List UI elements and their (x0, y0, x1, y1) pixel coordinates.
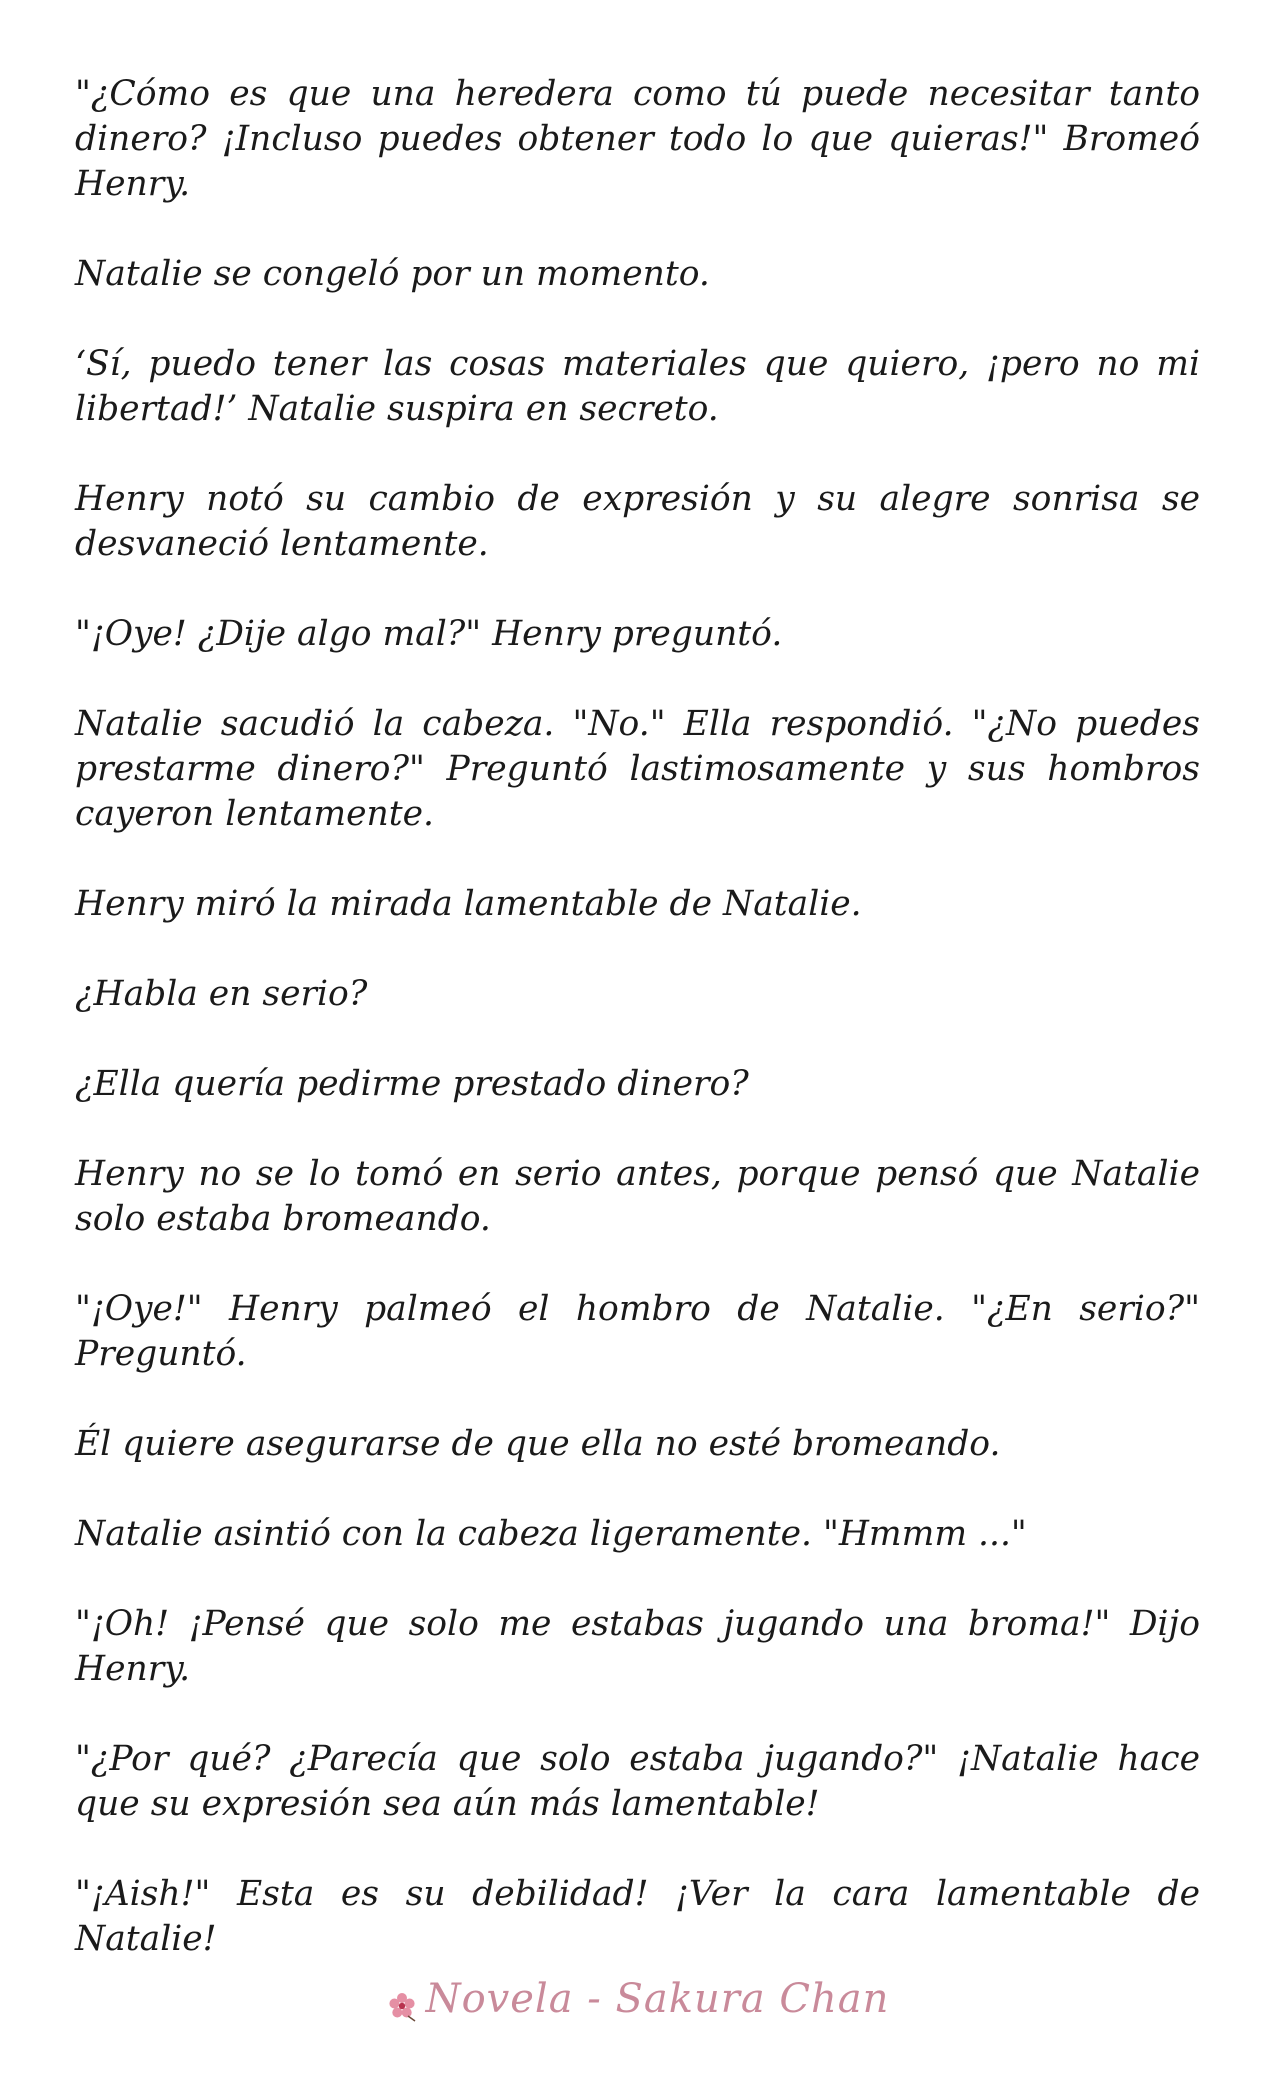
paragraph: "¡Oye! ¿Dije algo mal?" Henry preguntó. (75, 614, 783, 654)
paragraph: Natalie sacudió la cabeza. "No." Ella respondió. "¿No puedes prestarme dinero?" Preguntó lastimosamente y sus hombros cayeron lentamente. (75, 704, 1200, 834)
paragraph: "¡Oye!" Henry palmeó el hombro de Natalie. "¿En serio?" Preguntó. (75, 1289, 1200, 1374)
paragraph: "¡Oh! ¡Pensé que solo me estabas jugando una broma!" Dijo Henry. (75, 1604, 1200, 1689)
watermark (0, 1976, 1275, 2022)
paragraph: Natalie se congeló por un momento. (75, 254, 710, 294)
sakura-flower-icon (386, 1986, 418, 2018)
paragraph: ‘Sí, puedo tener las cosas materiales que quiero, ¡pero no mi libertad!’ Natalie suspira en secreto. (75, 344, 1200, 429)
paragraph: Henry no se lo tomó en serio antes, porque pensó que Natalie solo estaba bromeando. (75, 1154, 1200, 1239)
story-text (75, 72, 1200, 2007)
paragraph: ¿Habla en serio? (75, 974, 368, 1014)
paragraph: Natalie asintió con la cabeza ligeramente. "Hmmm ..." (75, 1514, 1027, 1554)
paragraph: Él quiere asegurarse de que ella no esté bromeando. (75, 1424, 1001, 1464)
paragraph: Henry miró la mirada lamentable de Natalie. (75, 884, 862, 924)
paragraph: Henry notó su cambio de expresión y su alegre sonrisa se desvaneció lentamente. (75, 479, 1200, 564)
paragraph: "¿Cómo es que una heredera como tú puede necesitar tanto dinero? ¡Incluso puedes obtener todo lo que quieras!" Bromeó Henry. (75, 74, 1200, 204)
paragraph: "¡Aish!" Esta es su debilidad! ¡Ver la cara lamentable de Natalie! (75, 1874, 1200, 1959)
watermark-text: Novela - Sakura Chan (425, 1976, 890, 2022)
paragraph: "¿Por qué? ¿Parecía que solo estaba jugando?" ¡Natalie hace que su expresión sea aún más lamentable! (75, 1739, 1200, 1824)
paragraph: ¿Ella quería pedirme prestado dinero? (75, 1064, 749, 1104)
